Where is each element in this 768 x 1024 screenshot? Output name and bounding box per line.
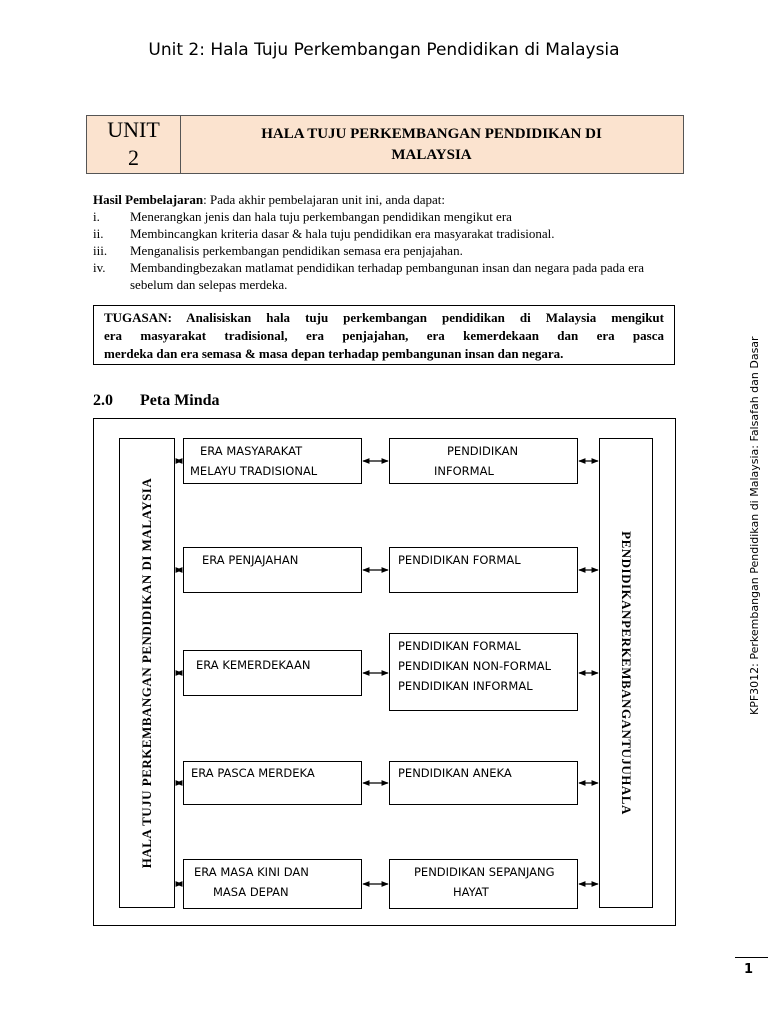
education-text: PENDIDIKAN NON-FORMAL [398, 659, 552, 673]
education-text: INFORMAL [434, 464, 494, 478]
education-text: PENDIDIKAN ANEKA [398, 766, 512, 780]
era-box [183, 761, 362, 805]
task-line: merdeka dan era semasa & masa depan terhadap pembangunan insan dan negara. [104, 346, 564, 361]
era-text: MELAYU TRADISIONAL [190, 464, 318, 478]
education-box [389, 633, 578, 711]
task-line: TUGASAN: Analisiskan hala tuju perkembangan pendidikan di Malaysia mengikut [104, 310, 664, 325]
era-box [183, 438, 362, 484]
outcomes-lead-bold: Hasil Pembelajaran [93, 192, 204, 207]
education-text: PENDIDIKAN INFORMAL [398, 679, 533, 693]
era-box [183, 650, 362, 696]
era-box [183, 547, 362, 593]
outcome-text: Membincangkan kriteria dasar & hala tuju pendidikan era masyarakat tradisional. [130, 226, 555, 241]
education-text: HAYAT [453, 885, 489, 899]
era-text: MASA DEPAN [213, 885, 289, 899]
page-number: 1 [744, 962, 754, 977]
era-text: ERA MASYARAKAT [200, 444, 303, 458]
section-title: Peta Minda [140, 392, 220, 409]
outcome-number: iii. [93, 243, 108, 258]
era-box [183, 859, 362, 909]
side-footer: KPF3012: Perkembangan Pendidikan di Malaysia: Falsafah dan Dasar [748, 336, 761, 715]
task-box [93, 305, 675, 365]
education-box [389, 438, 578, 484]
education-text: PENDIDIKAN [447, 444, 519, 458]
unit-label [87, 116, 181, 173]
unit-label-word: UNIT [107, 117, 160, 142]
outcomes-lead-text: : Pada akhir pembelajaran unit ini, anda dapat: [203, 192, 445, 207]
outcomes-lead [93, 191, 445, 208]
outcome-number: i. [93, 209, 100, 224]
outcome-text: Menerangkan jenis dan hala tuju perkembangan pendidikan mengikut era [130, 209, 512, 224]
mind-map [93, 418, 676, 926]
section-heading [93, 392, 220, 410]
outcome-text: Menganalisis perkembangan pendidikan semasa era penjajahan. [130, 243, 463, 258]
unit-title: HALA TUJU PERKEMBANGAN PENDIDIKAN DI MALAYSIA [261, 125, 602, 163]
era-text: ERA PENJAJAHAN [202, 553, 299, 567]
outcome-number: iv. [93, 260, 106, 275]
education-text: PENDIDIKAN FORMAL [398, 553, 521, 567]
era-text: ERA PASCA MERDEKA [191, 766, 315, 780]
education-box [389, 859, 578, 909]
education-box [389, 547, 578, 593]
footer-rule [735, 957, 768, 958]
unit-banner [86, 115, 684, 174]
right-vertical-label: PENDIDIKANPERKEMBANGANTUJUHALA [619, 531, 634, 815]
education-text: PENDIDIKAN SEPANJANG [414, 865, 555, 879]
outcome-number: ii. [93, 226, 104, 241]
era-text: ERA KEMERDEKAAN [196, 658, 311, 672]
education-box [389, 761, 578, 805]
section-number: 2.0 [93, 392, 113, 409]
running-header: Unit 2: Hala Tuju Perkembangan Pendidikan di Malaysia [148, 40, 620, 60]
left-vertical-label: HALA TUJU PERKEMBANGAN PENDIDIKAN DI MALAYSIA [139, 477, 154, 869]
task-line: era masyarakat tradisional, era penjajahan, era kemerdekaan dan era pasca [104, 328, 664, 343]
education-text: PENDIDIKAN FORMAL [398, 639, 521, 653]
connector-arrows [94, 419, 675, 925]
unit-label-number: 2 [128, 145, 139, 170]
outcome-text: Membandingbezakan matlamat pendidikan terhadap pembangunan insan dan negara pada pada era sebelum dan selepas merdeka. [130, 260, 645, 292]
era-text: ERA MASA KINI DAN [194, 865, 309, 879]
